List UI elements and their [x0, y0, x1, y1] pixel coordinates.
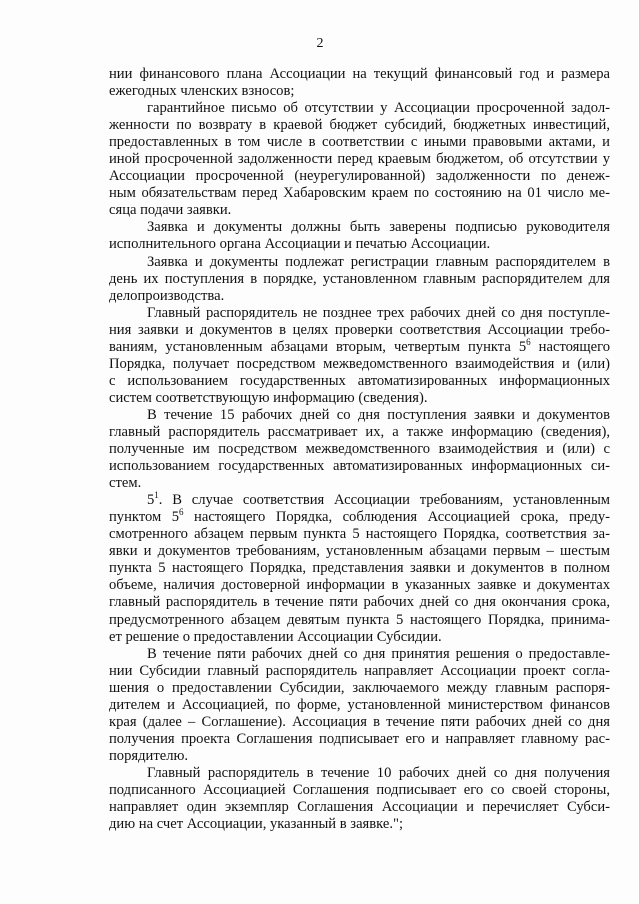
- text-line: делопроизводства.: [109, 287, 225, 304]
- text-line: порядителю.: [109, 747, 189, 764]
- text-line: направляет один экземпляр Соглашения Ассоциации и перечисляет Субси-: [109, 799, 610, 816]
- text-line: дителем и Ассоциацией, по форме, установленной министерством финансов: [109, 696, 610, 713]
- superscript: 6: [526, 336, 531, 347]
- paragraph-signature-requirement: [109, 219, 610, 253]
- page-number: 2: [316, 36, 324, 51]
- text-line: Ассоциации просроченной (неурегулированной) задолженности по денеж-: [109, 168, 610, 185]
- text-line: Порядка, получает посредством межведомственного взаимодействия и (или): [109, 355, 610, 372]
- superscript: 1: [154, 490, 159, 501]
- text-line: нии Субсидии главный распорядитель направляет Ассоциации проект согла-: [109, 662, 610, 679]
- text-line: ния заявки и документов в целях проверки соответствия Ассоциации требо-: [109, 321, 610, 338]
- text-fragment: настоящего: [530, 338, 610, 355]
- text-line: систем соответствующую информацию (сведения).: [109, 389, 428, 406]
- text-line: полученные им посредством межведомственного взаимодействия и (или) с: [109, 441, 610, 458]
- paragraph-review-period: [109, 407, 610, 492]
- text-line-with-superscript: [109, 509, 610, 526]
- text-line: день их поступления в порядке, установленном главным распорядителем для: [109, 270, 610, 287]
- text-line: подписанного Ассоциацией Соглашения подписывает его со своей стороны,: [109, 781, 610, 798]
- paragraph-subsidy-transfer: [109, 765, 610, 833]
- paragraph-agreement-draft: [109, 646, 610, 765]
- text-line: сяца подачи заявки.: [109, 202, 232, 219]
- text-line: Главный распорядитель не позднее трех рабочих дней со дня поступле-: [147, 304, 610, 321]
- text-line: В течение 15 рабочих дней со дня поступления заявки и документов: [147, 406, 610, 423]
- paragraph-registration: [109, 254, 610, 305]
- text-line: В течение пяти рабочих дней со дня принятия решения о предоставле-: [147, 645, 610, 662]
- superscript: 6: [179, 507, 184, 518]
- text-line: пункта 5 настоящего Порядка, представления заявки и документов в полном: [109, 560, 610, 577]
- text-fragment: ваниям, установленным абзацами вторым, четвертым пункта 5: [109, 338, 527, 355]
- paragraph-clause-5-1: [109, 492, 610, 645]
- text-line: явки и документов требованиям, установленным абзацами первым – шестым: [109, 543, 610, 560]
- text-line: главный распорядитель рассматривает их, а также информацию (сведения),: [109, 423, 610, 440]
- text-line: ным обязательствам перед Хабаровским краем по состоянию на 01 число ме-: [109, 185, 610, 202]
- paragraph-financial-plan: [109, 66, 610, 100]
- text-fragment: пунктом 5: [109, 509, 180, 526]
- text-line-with-superscript: [109, 336, 610, 356]
- text-line: стем.: [109, 475, 142, 492]
- text-line: ет решение о предоставлении Ассоциации Субсидии.: [109, 628, 442, 645]
- text-line: края (далее – Соглашение). Ассоциация в течение пяти рабочих дней со дня: [109, 713, 610, 730]
- text-line: исполнительного органа Ассоциации и печатью Ассоциации.: [109, 236, 491, 253]
- text-line: предоставленных в том числе в соответствии с иными правовыми актами, и: [109, 134, 610, 151]
- text-line: предусмотренного абзацем девятым пункта 5 настоящего Порядка, принима-: [109, 611, 610, 628]
- text-line: получения проекта Соглашения подписывает его и направляет главному рас-: [109, 730, 610, 747]
- text-line: Заявка и документы должны быть заверены подписью руководителя: [147, 219, 610, 236]
- text-line: Главный распорядитель в течение 10 рабочих дней со дня получения: [147, 764, 610, 781]
- text-line: объеме, наличия достоверной информации в указанных заявке и документах: [109, 577, 610, 594]
- text-line: с использованием государственных автоматизированных информационных: [109, 372, 610, 389]
- text-line-with-superscript: [109, 492, 610, 509]
- document-body: [109, 66, 610, 833]
- text-line: женности по возврату в краевой бюджет субсидий, бюджетных инвестиций,: [109, 117, 610, 134]
- text-line: иной просроченной задолженности перед краевым бюджетом, об отсутствии у: [109, 151, 610, 168]
- paragraph-verification: [109, 305, 610, 407]
- text-line: главный распорядитель в течение пяти рабочих дней со дня окончания срока,: [109, 594, 610, 611]
- text-fragment: . В случае соответствия Ассоциации требованиям, установленным: [158, 492, 610, 509]
- text-line: гарантийное письмо об отсутствии у Ассоциации просроченной задол-: [147, 100, 610, 117]
- text-line: смотренного абзацем первым пункта 5 настоящего Порядка, соответствия за-: [109, 526, 610, 543]
- text-line: использованием государственных автоматизированных информационных си-: [109, 458, 610, 475]
- text-fragment: настоящего Порядка, соблюдения Ассоциацией срока, преду-: [183, 509, 611, 526]
- text-line: нии финансового плана Ассоциации на текущий финансовый год и размера: [109, 66, 610, 82]
- text-line: Заявка и документы подлежат регистрации главным распорядителем в: [147, 253, 610, 270]
- text-line: дию на счет Ассоциации, указанный в заявке.";: [109, 816, 404, 833]
- paragraph-guarantee-letter: [109, 100, 610, 219]
- text-line: шения о предоставлении Субсидии, заключаемого между главным распоря-: [109, 679, 610, 696]
- text-line: ежегодных членских взносов;: [109, 83, 295, 100]
- clause-number: 5: [147, 492, 155, 509]
